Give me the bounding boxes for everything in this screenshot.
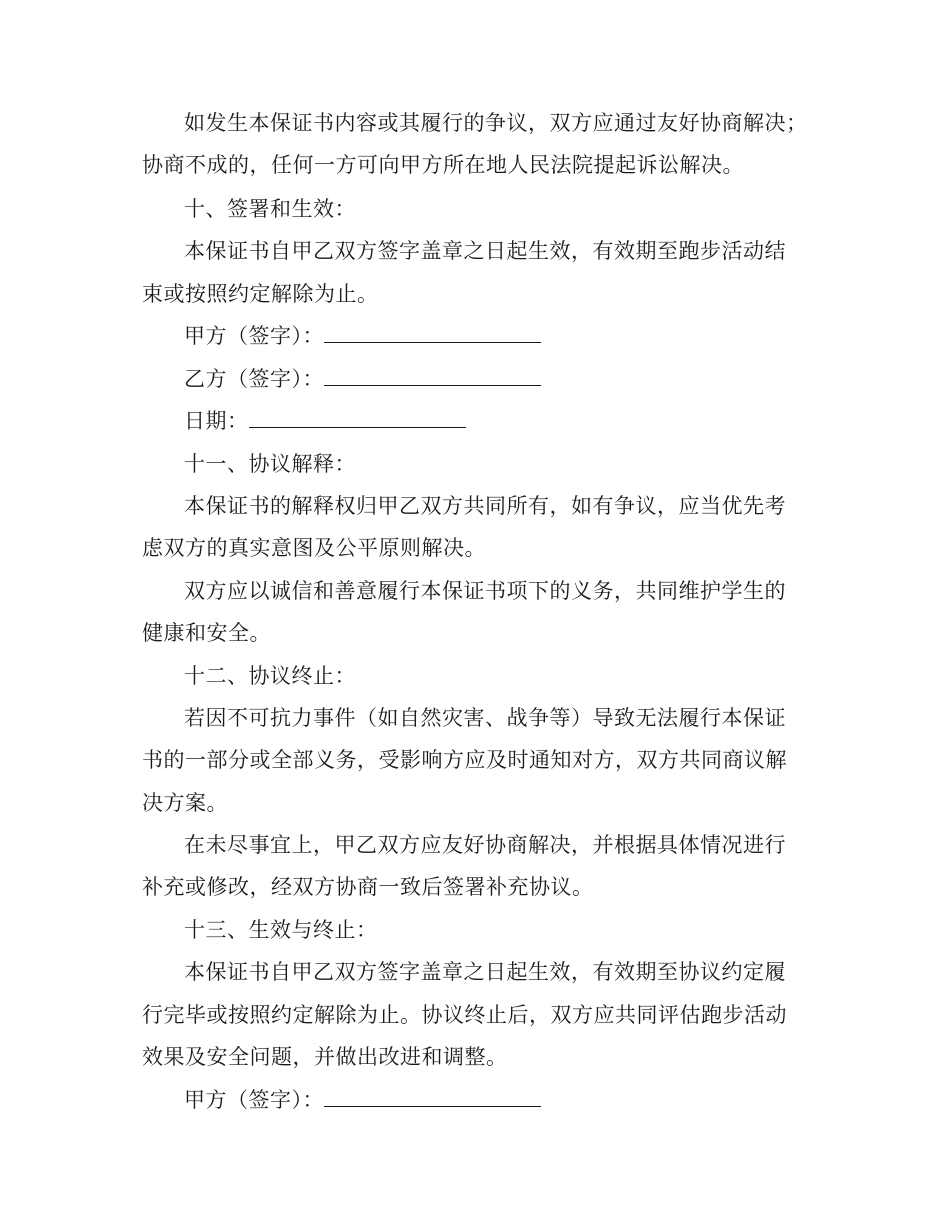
section-12-paragraph-1-line-1: 若因不可抗力事件（如自然灾害、战争等）导致无法履行本保证 — [184, 706, 786, 730]
dispute-paragraph-line-1: 如发生本保证书内容或其履行的争议，双方应通过友好协商解决； — [184, 111, 808, 135]
party-a-final-signature-row — [184, 1085, 874, 1115]
section-12-paragraph-1-line-2: 书的一部分或全部义务，受影响方应及时通知对方，双方共同商议解 — [142, 748, 787, 772]
section-11-paragraph-2-line-1: 双方应以诚信和善意履行本保证书项下的义务，共同维护学生的 — [184, 579, 786, 603]
section-13-body-line-3: 效果及安全问题，并做出改进和调整。 — [142, 1045, 508, 1069]
party-a-final-signature-label: 甲方（签字）： — [184, 1088, 324, 1112]
section-11-heading: 十一、协议解释： — [184, 452, 356, 476]
party-a-signature-row — [184, 321, 874, 351]
section-13-body-line-1: 本保证书自甲乙双方签字盖章之日起生效，有效期至协议约定履 — [184, 960, 786, 984]
section-13-body-line-2: 行完毕或按照约定解除为止。协议终止后，双方应共同评估跑步活动 — [142, 1003, 787, 1027]
section-12-paragraph-1-line-3: 决方案。 — [142, 791, 228, 815]
section-12-paragraph-2-line-2: 补充或修改，经双方协商一致后签署补充协议。 — [142, 875, 594, 899]
dispute-paragraph-line-2: 协商不成的，任何一方可向甲方所在地人民法院提起诉讼解决。 — [142, 153, 744, 177]
section-13-heading: 十三、生效与终止： — [184, 918, 378, 942]
party-a-signature-label: 甲方（签字）： — [184, 324, 324, 348]
section-11-paragraph-1-line-2: 虑双方的真实意图及公平原则解决。 — [142, 536, 486, 560]
section-11-paragraph-2-line-2: 健康和安全。 — [142, 621, 271, 645]
party-b-signature-row — [184, 364, 874, 394]
party-b-signature-label: 乙方（签字）： — [184, 367, 324, 391]
date-row — [184, 406, 874, 436]
section-10-heading: 十、签署和生效： — [184, 197, 356, 221]
date-label: 日期： — [184, 409, 249, 433]
section-11-paragraph-1-line-1: 本保证书的解释权归甲乙双方共同所有，如有争议，应当优先考 — [184, 494, 786, 518]
section-10-body-line-2: 束或按照约定解除为止。 — [142, 282, 379, 306]
party-a-final-signature-blank — [324, 1086, 541, 1107]
section-12-heading: 十二、协议终止： — [184, 664, 356, 688]
section-10-body-line-1: 本保证书自甲乙双方签字盖章之日起生效，有效期至跑步活动结 — [184, 239, 786, 263]
party-b-signature-blank — [324, 365, 541, 386]
date-blank — [249, 407, 466, 428]
section-12-paragraph-2-line-1: 在未尽事宜上，甲乙双方应友好协商解决，并根据具体情况进行 — [184, 833, 786, 857]
party-a-signature-blank — [324, 322, 541, 343]
